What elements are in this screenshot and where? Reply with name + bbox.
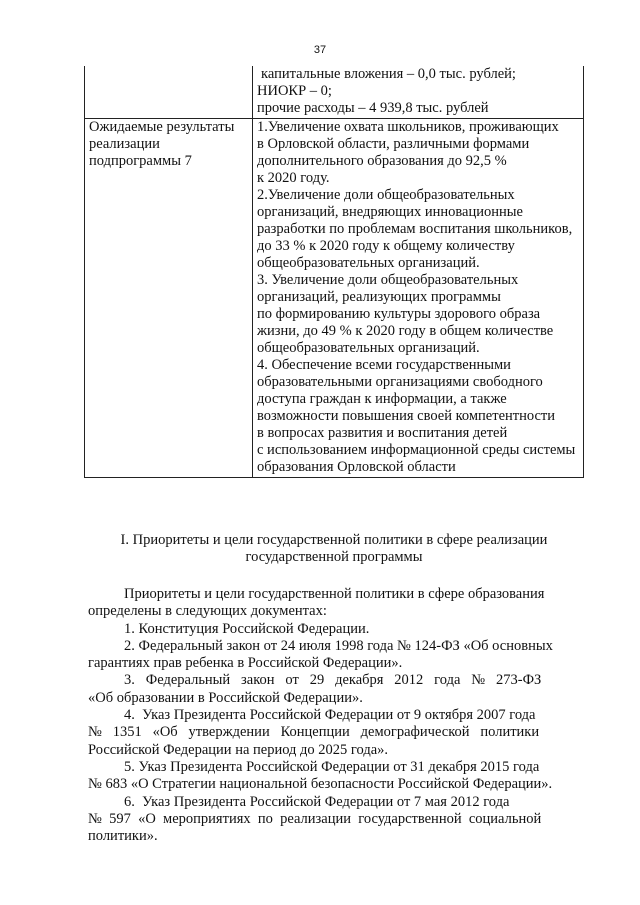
results-line: организаций, внедряющих инновационные [257,204,523,220]
results-line: организаций, реализующих программы [257,289,501,305]
document-item-line: Российской Федерации на период до 2025 года». [88,741,389,758]
document-item-line: гарантиях прав ребенка в Российской Федерации». [88,655,403,672]
results-line: по формированию культуры здорового образа [257,306,541,322]
results-line: до 33 % к 2020 году к общему количеству [257,238,515,254]
results-line: в Орловской области, различными формами [257,136,530,152]
table-row-expected-results [85,119,584,478]
document-item-line: № 1351 «Об утверждении Концепции демографической политики [88,724,540,741]
document-item-4 [88,707,582,724]
results-label-line: Ожидаемые результаты [89,119,235,135]
document-item-6 [88,794,582,811]
financing-niokr-line: НИОКР – 0; [257,83,332,99]
intro-paragraph-line [88,586,582,603]
results-line: общеобразовательных организаций. [257,340,480,356]
results-line: 3. Увеличение доли общеобразовательных [257,272,519,288]
intro-text: Приоритеты и цели государственной политики в сфере образования [124,586,545,602]
results-line: общеобразовательных организаций. [257,255,480,271]
page-number: 37 [313,44,327,56]
document-item-line: «Об образовании в Российской Федерации». [88,689,363,706]
document-item-line: 2. Федеральный закон от 24 июля 1998 года № 124-ФЗ «Об основных [124,637,553,654]
table-cell-financing [253,66,584,119]
financing-other-line: прочие расходы – 4 939,8 тыс. рублей [257,100,489,116]
section-heading-line: государственной программы [245,549,423,565]
section-body [88,586,582,845]
results-line: к 2020 году. [257,170,330,186]
section-heading-line: I. Приоритеты и цели государственной политики в сфере реализации [120,532,548,548]
table-row-financing-continued [85,66,584,119]
document-item-line: № 597 «О мероприятиях по реализации государственной социальной [88,810,542,827]
results-line: доступа граждан к информации, а также [257,391,507,407]
results-line: образовательными организациями свободного [257,374,543,390]
results-label-line: реализации [89,136,160,152]
document-item-line: № 683 «О Стратегии национальной безопасности Российской Федерации». [88,776,553,793]
results-line: разработки по проблемам воспитания школьников, [257,221,573,237]
document-item-3 [88,672,582,689]
results-line: в вопросах развития и воспитания детей [257,425,508,441]
intro-paragraph-line: определены в следующих документах: [88,603,327,620]
table-cell-results-label [85,119,253,478]
results-line: с использованием информационной среды системы [257,442,576,458]
results-line: 4. Обеспечение всеми государственными [257,357,511,373]
results-label-line: подпрограммы 7 [89,153,192,169]
section-heading [84,532,584,566]
document-item-1: 1. Конституция Российской Федерации. [124,620,370,637]
results-line: дополнительного образования до 92,5 % [257,153,507,169]
financing-capital-line: капитальные вложения – 0,0 тыс. рублей; [261,66,516,82]
document-item-line: 3. Федеральный закон от 29 декабря 2012 года № 273-ФЗ [124,672,542,689]
results-line: 1.Увеличение охвата школьников, проживающих [257,119,559,135]
document-item-line: 4. Указ Президента Российской Федерации от 9 октября 2007 года [124,707,536,724]
document-item-line: 6. Указ Президента Российской Федерации от 7 мая 2012 года [124,793,510,810]
table-cell-label-empty [85,66,253,119]
document-item-line: политики». [88,828,158,845]
document-item-2 [88,638,582,655]
results-line: 2.Увеличение доли общеобразовательных [257,187,515,203]
document-item-5 [88,759,582,776]
results-line: жизни, до 49 % к 2020 году в общем количестве [257,323,554,339]
table-cell-results [253,119,584,478]
results-line: возможности повышения своей компетентности [257,408,556,424]
results-line: образования Орловской области [257,459,456,475]
subprogram-passport-table [84,66,584,478]
document-item-line: 5. Указ Президента Российской Федерации от 31 декабря 2015 года [124,758,540,775]
